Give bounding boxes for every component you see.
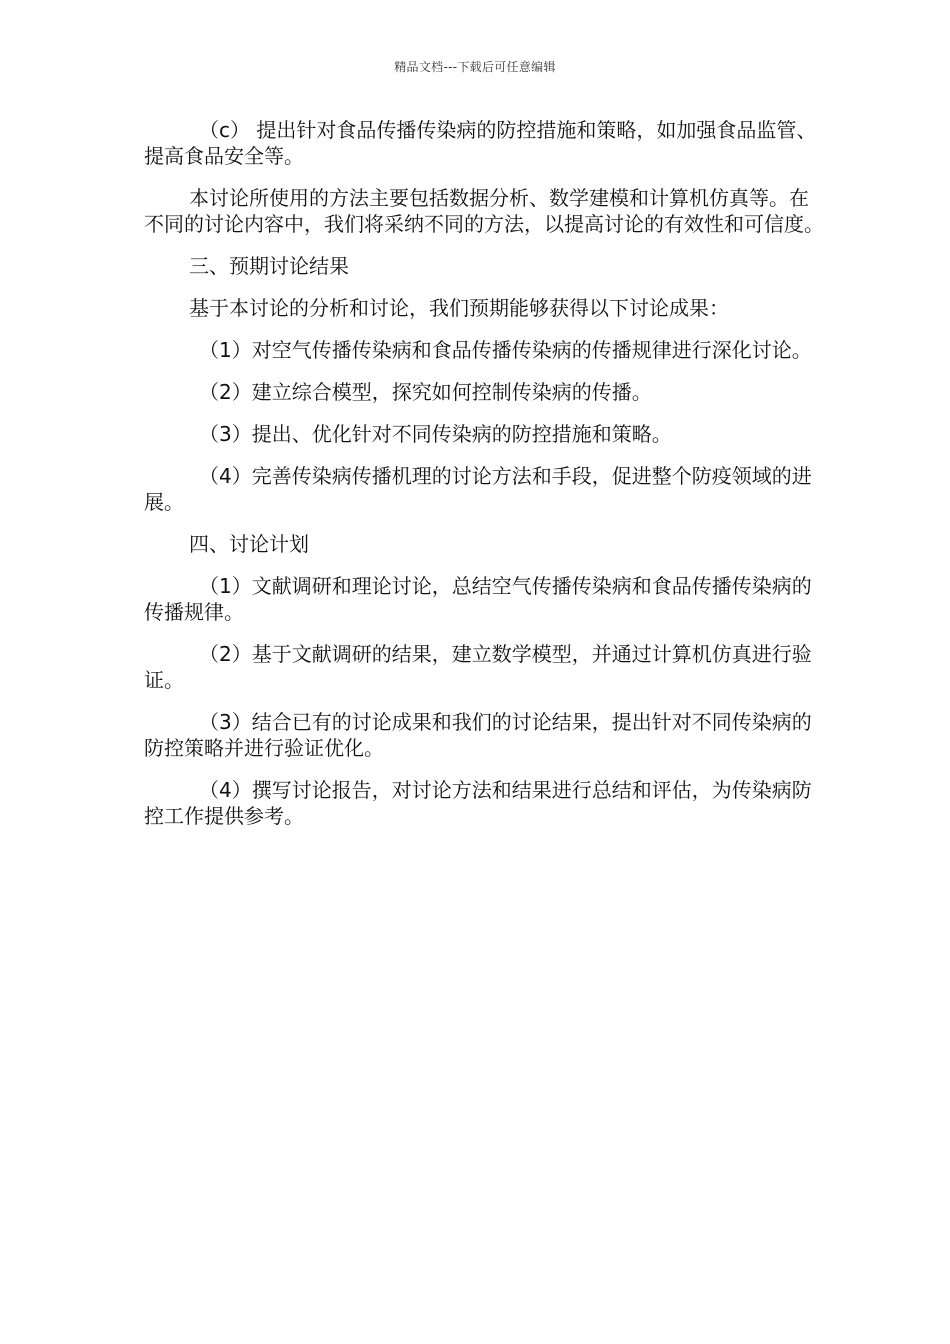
section-heading-plan: 四、讨论计划 bbox=[189, 532, 309, 556]
document-body bbox=[144, 117, 824, 845]
list-item-plan-4: （4）撰写讨论报告，对讨论方法和结果进行总结和评估，为传染病防控工作提供参考。 bbox=[144, 778, 812, 828]
paragraph-methods: 本讨论所使用的方法主要包括数据分析、数学建模和计算机仿真等。在不同的讨论内容中，我们将采纳不同的方法，以提高讨论的有效性和可信度。 bbox=[144, 186, 824, 236]
list-item-plan-2: （2）基于文献调研的结果，建立数学模型，并通过计算机仿真进行验证。 bbox=[144, 642, 812, 692]
list-item-result-4: （4）完善传染病传播机理的讨论方法和手段，促进整个防疫领域的进展。 bbox=[144, 464, 812, 514]
paragraph-expected-intro: 基于本讨论的分析和讨论，我们预期能够获得以下讨论成果： bbox=[189, 296, 729, 320]
page-header: 精品文档---下载后可任意编辑 bbox=[394, 60, 556, 74]
paragraph-measure-c: （c） 提出针对食品传播传染病的防控措施和策略，如加强食品监管、提高食品安全等。 bbox=[144, 118, 817, 168]
list-item-plan-3: （3）结合已有的讨论成果和我们的讨论结果，提出针对不同传染病的防控策略并进行验证优化。 bbox=[144, 710, 812, 760]
list-item-plan-1: （1）文献调研和理论讨论，总结空气传播传染病和食品传播传染病的传播规律。 bbox=[144, 574, 812, 624]
list-item-result-1: （1）对空气传播传染病和食品传播传染病的传播规律进行深化讨论。 bbox=[199, 338, 812, 362]
section-heading-expected-results: 三、预期讨论结果 bbox=[189, 254, 349, 278]
list-item-result-3: （3）提出、优化针对不同传染病的防控措施和策略。 bbox=[199, 422, 672, 446]
list-item-result-2: （2）建立综合模型，探究如何控制传染病的传播。 bbox=[199, 380, 652, 404]
